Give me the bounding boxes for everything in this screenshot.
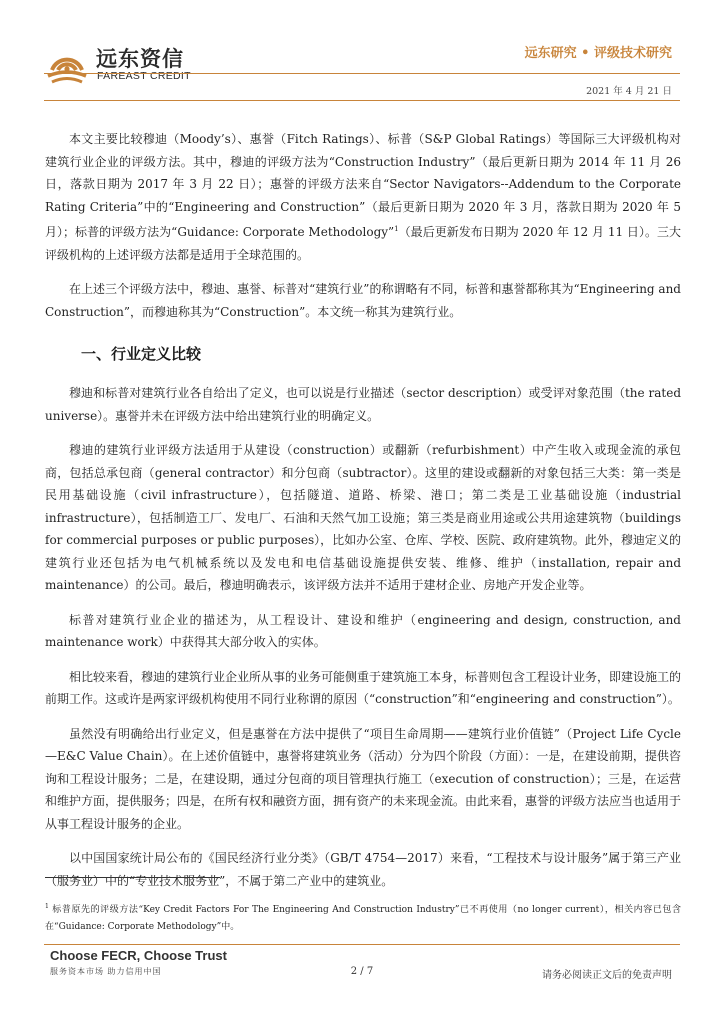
footnote	[45, 898, 681, 936]
paragraph-naming: 在上述三个评级方法中，穆迪、惠誉、标普对“建筑行业”的称谓略有不同，标普和惠誉都称其为“Engineering and Construction”，而穆迪称其为“Construction”。本文统一称其为建筑行业。	[45, 282, 681, 319]
footer-slogan: Choose FECR, Choose Trust	[50, 948, 227, 963]
footer-disclaimer[interactable]: 请务必阅读正文后的免责声明	[542, 970, 672, 981]
paragraph-moodys: 穆迪的建筑行业评级方法适用于从建设（construction）或翻新（refurbishment）中产生收入或现金流的承包商，包括总承包商（general contractor）和分包商（subtractor）。这里的建设或翻新的对象包括三大类：第一类是民用基础设施（civil infrastructure），包括隧道、道路、桥梁、港口；第二类是工业基础设施（industrial infrastructure），包括制造工厂、发电厂、石油和天然气加工设施；第三类是商业用途或公共用途建筑物（buildings for commercial purposes or public purposes），比如办公室、仓库、学校、医院、政府建筑物。此外，穆迪定义的建筑行业还包括为电气机械系统以及发电和电信基础设施提供安装、维修、维护（installation, repair and maintenance）的公司。最后，穆迪明确表示，该评级方法并不适用于建材企业、房地产开发企业等。	[45, 443, 681, 592]
footnote-ref[interactable]: 1	[394, 225, 399, 233]
paragraph-sp: 标普对建筑行业企业的描述为，从工程设计、建设和维护（engineering and design, construction, and maintenance work）中获得其大部分收入的实体。	[45, 612, 681, 649]
footnote-divider	[45, 877, 220, 878]
footnote-marker: 1	[45, 903, 49, 910]
paragraph-fitch: 虽然没有明确给出行业定义，但是惠誉在方法中提供了“项目生命周期——建筑行业价值链”（Project Life Cycle—E&C Value Chain）。在上述价值链中，惠誉将建筑业务（活动）分为四个阶段（方面）：一是，在建设前期，提供咨询和工程设计服务；二是，在建设期，通过分包商的项目管理执行施工（execution of construction）；三是，在运营和维护方面，提供服务；四是，在所有权和融资方面，拥有资产的未来现金流。由此来看，惠誉的评级方法应当也适用于从事工程设计服务的企业。	[45, 726, 682, 831]
section-heading: 一、行业定义比较	[81, 345, 202, 363]
series-title: 远东研究 • 评级技术研究	[524, 46, 672, 61]
paragraph-intro-text-b: （最后更新发布日期为 2020 年 12 月 11 日）。三大评级机构的上述评级方法都是适用于全球范围的。	[45, 225, 681, 262]
footnote-text: 标普原先的评级方法“Key Credit Factors For The Engineering And Construction Industry”已不再使用（no longer current），相关内容已包含在“Guidance: Corporate Methodology”中。	[45, 905, 681, 932]
header-divider	[44, 73, 680, 74]
page-number: 2 / 7	[350, 966, 374, 977]
header-divider-thin	[44, 100, 680, 101]
paragraph-comparison: 相比较来看，穆迪的建筑行业企业所从事的业务可能侧重于建筑施工本身，标普则包含工程设计业务，即建设施工的前期工作。这或许是两家评级机构使用不同行业称谓的原因（“construction”和“engineering and construction”）。	[45, 669, 682, 706]
main-content	[45, 128, 681, 904]
footer-subline: 服务资本市场 助力信用中国	[50, 967, 162, 976]
footer-divider	[44, 944, 680, 945]
paragraph-definition: 穆迪和标普对建筑行业各自给出了定义，也可以说是行业描述（sector description）或受评对象范围（the rated universe）。惠誉并未在评级方法中给出建筑行业的明确定义。	[45, 386, 681, 423]
logo-chinese-name: 远东资信	[96, 47, 184, 71]
fareast-logo-icon	[44, 40, 90, 86]
paragraph-intro-text-a: 本文主要比较穆迪（Moody’s）、惠誉（Fitch Ratings）、标普（S&P Global Ratings）等国际三大评级机构对建筑行业企业的评级方法。其中，穆迪的评级方法为“Construction Industry”（最后更新日期为 2014 年 11 月 26 日，落款日期为 2017 年 3 月 22 日）；惠誉的评级方法来自“Sector Navigators--Addendum to the Corporate Rating Criteria”中的“Engineering and Construction”（最后更新日期为 2020 年 3 月，落款日期为 2020 年 5 月）；标普的评级方法为“Guidance: Corporate Methodology”	[45, 132, 681, 239]
report-date: 2021 年 4 月 21 日	[586, 86, 672, 97]
paragraph-china-classification: 以中国国家统计局公布的《国民经济行业分类》（GB/T 4754—2017）来看，“工程技术与设计服务”属于第三产业（服务业）中的“专业技术服务业”，不属于第二产业中的建筑业。	[45, 851, 681, 888]
logo-english-name: FAREAST CREDIT	[97, 70, 191, 82]
paragraph-intro	[45, 128, 681, 266]
company-logo	[44, 40, 214, 88]
